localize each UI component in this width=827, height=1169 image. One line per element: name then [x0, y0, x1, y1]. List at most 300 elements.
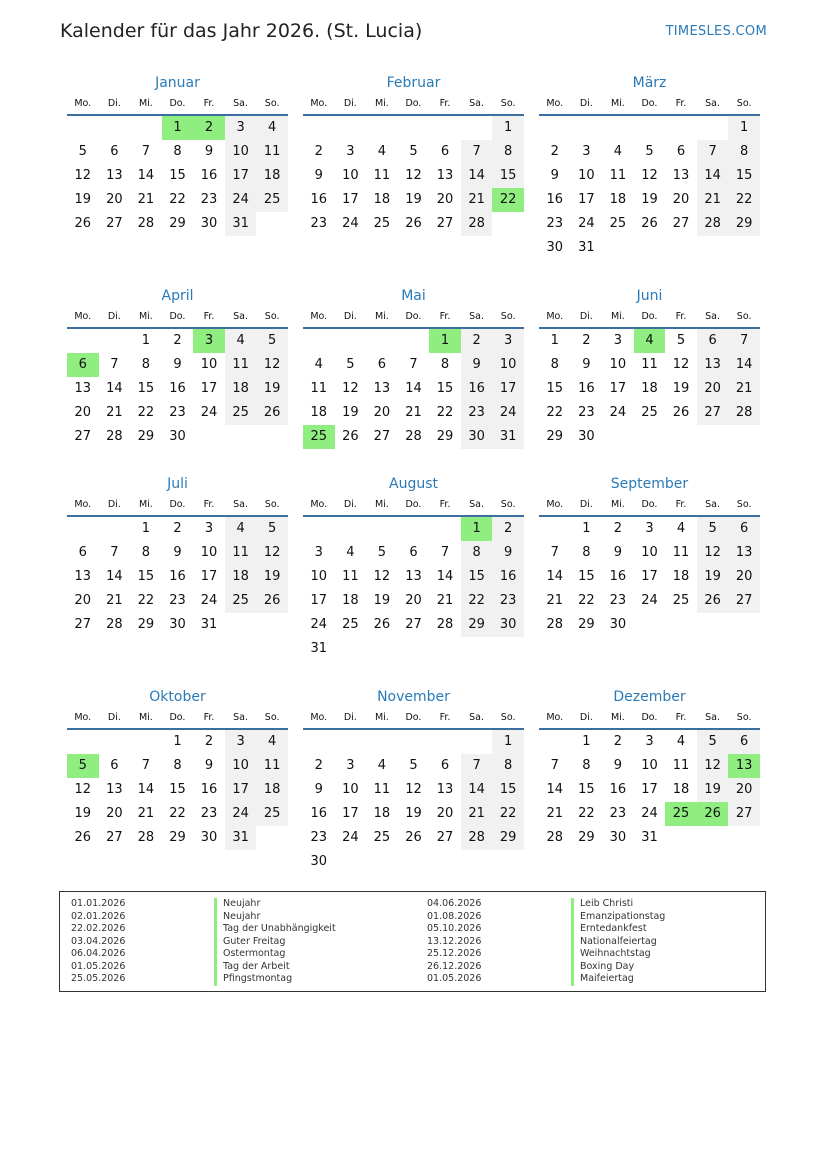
day-cell: 1: [173, 734, 182, 749]
month-7: [303, 472, 524, 661]
weekday-label: Mo.: [310, 311, 328, 322]
month-2: [539, 71, 760, 260]
weekday-label: So.: [500, 311, 516, 322]
day-cell: 15: [492, 164, 524, 188]
weekday-label: So.: [264, 311, 280, 322]
weekday-label: So.: [736, 712, 752, 723]
day-cell: 1: [582, 734, 591, 749]
day-cell: 30: [200, 830, 218, 845]
weekday-label: Sa.: [705, 499, 721, 510]
day-cell: 29: [436, 429, 454, 444]
day-cell: 29: [578, 830, 595, 845]
empty-cell: [99, 116, 131, 140]
day-cell: 24: [641, 806, 658, 821]
month-name: Juli: [167, 476, 188, 492]
day-cell: 16: [609, 782, 627, 797]
day-cell: 10: [225, 754, 257, 778]
day-cell: 7: [141, 758, 151, 773]
day-cell: 29: [137, 617, 155, 632]
weekday-label: Mi.: [138, 499, 153, 510]
day-cell: 23: [200, 192, 218, 207]
day-cell: 31: [225, 212, 257, 236]
day-cell: 17: [578, 192, 595, 207]
day-cell: 28: [697, 212, 729, 236]
day-grid: [303, 116, 524, 236]
day-cell: 24: [225, 802, 257, 826]
weekday-label: Di.: [579, 311, 593, 322]
day-cell: 3: [492, 329, 524, 353]
day-cell: 2: [173, 333, 182, 348]
day-cell: 7: [550, 545, 559, 560]
weekday-label: Do.: [169, 98, 186, 109]
day-cell: 11: [342, 569, 359, 584]
day-cell: 20: [728, 565, 760, 589]
legend-dates-left: [71, 898, 125, 986]
day-cell: 8: [582, 545, 591, 560]
weekday-label: Mo.: [546, 98, 564, 109]
holiday-day-cell: 5: [67, 754, 99, 778]
day-cell: 30: [169, 429, 186, 444]
day-cell: 11: [310, 381, 328, 396]
day-cell: 20: [728, 778, 760, 802]
legend-names-right: [571, 898, 665, 986]
weekday-label: Mi.: [138, 311, 153, 322]
weekday-label: Di.: [343, 712, 357, 723]
weekday-label: Di.: [579, 499, 593, 510]
empty-cell: [67, 116, 99, 140]
legend-holiday-name: Emanzipationstag: [571, 911, 665, 924]
day-cell: 28: [137, 830, 155, 845]
empty-cell: [634, 116, 666, 140]
day-cell: 14: [697, 164, 729, 188]
legend-names-left: [214, 898, 336, 986]
legend-date: 22.02.2026: [71, 923, 126, 934]
day-cell: 2: [204, 734, 214, 749]
day-cell: 27: [74, 429, 92, 444]
day-cell: 4: [314, 357, 323, 372]
day-cell: 12: [697, 541, 729, 565]
day-cell: 18: [373, 806, 391, 821]
day-cell: 27: [436, 216, 454, 231]
weekday-label: Mi.: [610, 499, 625, 510]
day-cell: 31: [225, 826, 257, 850]
day-cell: 8: [582, 758, 591, 773]
legend-date: 04.06.2026: [427, 898, 482, 909]
day-cell: 13: [373, 381, 391, 396]
day-cell: 25: [225, 401, 257, 425]
day-cell: 2: [582, 333, 591, 348]
day-cell: 4: [256, 730, 288, 754]
day-cell: 9: [492, 541, 524, 565]
day-cell: 30: [492, 613, 524, 637]
day-cell: 11: [609, 168, 627, 183]
day-cell: 3: [346, 758, 355, 773]
day-cell: 29: [461, 613, 493, 637]
empty-cell: [571, 116, 603, 140]
weekday-label: Fr.: [203, 311, 215, 322]
day-cell: 22: [546, 405, 564, 420]
day-cell: 18: [672, 569, 690, 584]
day-cell: 24: [200, 405, 218, 420]
day-cell: 30: [169, 617, 186, 632]
day-cell: 8: [141, 357, 151, 372]
day-cell: 22: [578, 806, 595, 821]
weekday-label: Fr.: [675, 311, 687, 322]
day-cell: 28: [106, 617, 123, 632]
day-grid: [539, 329, 760, 449]
empty-cell: [335, 329, 367, 353]
day-cell: 17: [342, 192, 359, 207]
weekday-label: Mi.: [374, 499, 389, 510]
day-cell: 20: [697, 377, 729, 401]
day-cell: 1: [550, 333, 559, 348]
day-grid: [539, 730, 760, 850]
day-cell: 26: [697, 589, 729, 613]
day-cell: 14: [405, 381, 422, 396]
legend-date: 25.05.2026: [71, 973, 126, 984]
brand-link[interactable]: TIMESLES.COM: [665, 24, 767, 39]
weekday-label: Do.: [405, 712, 422, 723]
month-6: [67, 472, 288, 637]
day-cell: 8: [550, 357, 559, 372]
empty-cell: [130, 116, 162, 140]
day-grid: [303, 730, 524, 874]
day-cell: 16: [310, 192, 328, 207]
day-cell: 3: [225, 730, 257, 754]
day-cell: 13: [697, 353, 729, 377]
day-cell: 27: [728, 802, 760, 826]
day-cell: 12: [342, 381, 359, 396]
legend-holiday-name: Neujahr: [214, 898, 336, 911]
day-cell: 23: [310, 830, 328, 845]
day-cell: 9: [550, 168, 559, 183]
day-cell: 18: [342, 593, 359, 608]
empty-cell: [130, 730, 162, 754]
weekday-label: Mo.: [74, 712, 92, 723]
day-cell: 19: [256, 565, 288, 589]
weekday-label: Mo.: [310, 499, 328, 510]
day-cell: 18: [256, 164, 288, 188]
day-cell: 22: [137, 593, 155, 608]
day-cell: 1: [492, 730, 524, 754]
weekday-label: Fr.: [675, 499, 687, 510]
day-cell: 29: [492, 826, 524, 850]
day-cell: 23: [546, 216, 564, 231]
legend-date: 26.12.2026: [427, 960, 482, 972]
empty-cell: [99, 517, 131, 541]
day-cell: 8: [461, 541, 493, 565]
empty-cell: [335, 730, 367, 754]
day-cell: 6: [377, 357, 387, 372]
day-cell: 28: [461, 826, 493, 850]
month-9: [67, 685, 288, 850]
day-cell: 19: [641, 192, 658, 207]
day-cell: 30: [609, 617, 627, 632]
day-cell: 23: [169, 593, 186, 608]
empty-cell: [602, 116, 634, 140]
day-cell: 19: [342, 405, 359, 420]
month-name: Februar: [386, 75, 441, 91]
day-cell: 14: [137, 168, 155, 183]
day-cell: 23: [200, 806, 218, 821]
day-cell: 2: [173, 521, 182, 536]
weekday-label: Sa.: [233, 311, 249, 322]
day-cell: 31: [200, 617, 218, 632]
day-cell: 10: [609, 357, 627, 372]
day-cell: 23: [609, 806, 627, 821]
day-cell: 8: [141, 545, 151, 560]
day-cell: 23: [310, 216, 328, 231]
day-cell: 8: [492, 140, 524, 164]
weekday-header: [67, 95, 288, 116]
weekday-label: Sa.: [233, 98, 249, 109]
holiday-day-cell: 3: [193, 329, 225, 353]
empty-cell: [461, 116, 493, 140]
month-11: [539, 685, 760, 850]
day-cell: 5: [78, 144, 87, 159]
day-grid: [539, 517, 760, 637]
day-cell: 25: [342, 617, 359, 632]
day-cell: 19: [405, 192, 422, 207]
weekday-label: Di.: [343, 311, 357, 322]
weekday-label: Di.: [107, 98, 121, 109]
weekday-label: Mo.: [546, 499, 564, 510]
day-cell: 20: [106, 192, 123, 207]
day-grid: [67, 517, 288, 637]
legend-holiday-name: Ostermontag: [214, 948, 336, 961]
weekday-label: Mi.: [610, 712, 625, 723]
day-cell: 21: [546, 593, 564, 608]
day-cell: 19: [373, 593, 391, 608]
day-cell: 3: [645, 734, 654, 749]
legend-date: 01.08.2026: [427, 910, 482, 922]
month-name: August: [389, 476, 438, 492]
weekday-label: Do.: [405, 499, 422, 510]
day-cell: 30: [310, 854, 328, 869]
day-cell: 16: [310, 806, 328, 821]
day-cell: 3: [346, 144, 355, 159]
day-grid: [303, 517, 524, 661]
day-cell: 2: [461, 329, 493, 353]
day-cell: 4: [377, 144, 387, 159]
day-cell: 13: [74, 569, 92, 584]
day-cell: 14: [106, 569, 123, 584]
day-cell: 27: [106, 216, 123, 231]
weekday-label: So.: [264, 98, 280, 109]
day-cell: 16: [200, 168, 218, 183]
day-cell: 22: [578, 593, 595, 608]
legend-date: 05.10.2026: [427, 923, 482, 934]
day-cell: 17: [225, 164, 257, 188]
day-cell: 19: [256, 377, 288, 401]
day-cell: 13: [74, 381, 92, 396]
weekday-label: Di.: [107, 311, 121, 322]
day-cell: 16: [461, 377, 493, 401]
empty-cell: [665, 116, 697, 140]
weekday-header: [67, 308, 288, 329]
weekday-label: So.: [500, 98, 516, 109]
day-cell: 15: [169, 782, 186, 797]
weekday-label: Fr.: [439, 499, 451, 510]
day-cell: 14: [461, 164, 493, 188]
weekday-label: Do.: [405, 311, 422, 322]
day-cell: 17: [641, 782, 658, 797]
day-cell: 25: [641, 405, 658, 420]
day-cell: 24: [578, 216, 595, 231]
legend-holiday-name: Guter Freitag: [214, 936, 336, 949]
weekday-header: [67, 496, 288, 517]
weekday-label: Mi.: [374, 311, 389, 322]
day-cell: 18: [672, 782, 690, 797]
day-cell: 21: [405, 405, 422, 420]
empty-cell: [429, 517, 461, 541]
day-cell: 15: [461, 565, 493, 589]
day-cell: 14: [728, 353, 760, 377]
month-name: September: [610, 476, 689, 492]
empty-cell: [539, 517, 571, 541]
day-cell: 10: [342, 168, 359, 183]
day-cell: 27: [728, 589, 760, 613]
holiday-day-cell: 6: [67, 353, 99, 377]
day-cell: 20: [436, 192, 454, 207]
day-cell: 12: [74, 782, 92, 797]
day-cell: 6: [728, 730, 760, 754]
day-cell: 10: [200, 357, 218, 372]
weekday-label: Mo.: [310, 98, 328, 109]
day-cell: 4: [225, 329, 257, 353]
legend-date: 01.05.2026: [427, 973, 482, 984]
day-cell: 5: [256, 517, 288, 541]
day-cell: 19: [405, 806, 422, 821]
day-cell: 17: [200, 381, 218, 396]
day-cell: 15: [728, 164, 760, 188]
month-4: [303, 284, 524, 449]
day-cell: 4: [613, 144, 623, 159]
weekday-header: [539, 308, 760, 329]
day-cell: 30: [609, 830, 627, 845]
day-cell: 10: [578, 168, 595, 183]
day-cell: 1: [728, 116, 760, 140]
empty-cell: [303, 329, 335, 353]
day-cell: 6: [728, 517, 760, 541]
day-cell: 20: [106, 806, 123, 821]
day-cell: 12: [672, 357, 690, 372]
weekday-label: Fr.: [203, 712, 215, 723]
day-cell: 14: [137, 782, 155, 797]
day-cell: 27: [373, 429, 391, 444]
day-cell: 14: [546, 569, 564, 584]
day-cell: 14: [106, 381, 123, 396]
month-8: [539, 472, 760, 637]
weekday-label: So.: [500, 712, 516, 723]
empty-cell: [429, 730, 461, 754]
day-cell: 23: [169, 405, 186, 420]
day-cell: 3: [204, 521, 214, 536]
day-cell: 25: [256, 802, 288, 826]
day-cell: 25: [256, 188, 288, 212]
day-cell: 9: [582, 357, 591, 372]
day-cell: 7: [141, 144, 151, 159]
empty-cell: [366, 329, 398, 353]
day-grid: [67, 730, 288, 850]
day-cell: 2: [314, 758, 323, 773]
weekday-label: So.: [736, 311, 752, 322]
day-cell: 27: [672, 216, 690, 231]
day-cell: 31: [578, 240, 595, 255]
empty-cell: [398, 517, 430, 541]
day-cell: 20: [373, 405, 391, 420]
day-cell: 29: [546, 429, 564, 444]
weekday-header: [303, 709, 524, 730]
day-cell: 12: [256, 541, 288, 565]
legend-holiday-name: Boxing Day: [571, 961, 665, 974]
day-cell: 21: [137, 806, 155, 821]
weekday-label: Di.: [107, 712, 121, 723]
legend-holiday-name: Maifeiertag: [571, 973, 665, 986]
holiday-day-cell: 13: [728, 754, 760, 778]
day-cell: 2: [550, 144, 559, 159]
day-cell: 2: [492, 517, 524, 541]
holiday-day-cell: 1: [429, 329, 461, 353]
day-cell: 26: [405, 216, 422, 231]
day-cell: 10: [342, 782, 359, 797]
month-name: April: [161, 288, 194, 304]
empty-cell: [398, 116, 430, 140]
legend-holiday-name: Pfingstmontag: [214, 973, 336, 986]
weekday-label: Sa.: [469, 311, 485, 322]
day-cell: 25: [672, 593, 690, 608]
day-cell: 19: [672, 381, 690, 396]
day-cell: 21: [461, 802, 493, 826]
empty-cell: [366, 517, 398, 541]
empty-cell: [697, 116, 729, 140]
weekday-header: [303, 308, 524, 329]
day-cell: 7: [110, 357, 119, 372]
day-cell: 7: [461, 754, 493, 778]
legend-dates-right: [427, 898, 481, 986]
weekday-header: [67, 709, 288, 730]
empty-cell: [67, 329, 99, 353]
day-cell: 2: [613, 734, 623, 749]
weekday-label: Do.: [641, 499, 658, 510]
day-cell: 21: [461, 188, 493, 212]
holiday-day-cell: 1: [461, 517, 493, 541]
day-cell: 3: [613, 333, 623, 348]
weekday-label: So.: [500, 499, 516, 510]
day-cell: 19: [74, 192, 92, 207]
day-cell: 5: [697, 517, 729, 541]
month-name: Oktober: [149, 689, 206, 705]
day-cell: 16: [609, 569, 627, 584]
legend-date: 06.04.2026: [71, 948, 126, 959]
day-cell: 12: [405, 782, 422, 797]
weekday-label: Mo.: [74, 311, 92, 322]
empty-cell: [67, 730, 99, 754]
day-cell: 5: [409, 758, 418, 773]
legend-holiday-name: Tag der Unabhängigkeit: [214, 923, 336, 936]
day-cell: 18: [225, 377, 257, 401]
day-cell: 11: [256, 140, 288, 164]
weekday-label: Sa.: [705, 311, 721, 322]
day-cell: 12: [74, 168, 92, 183]
day-cell: 10: [200, 545, 218, 560]
day-cell: 13: [436, 782, 454, 797]
day-cell: 13: [405, 569, 422, 584]
weekday-header: [539, 709, 760, 730]
day-cell: 17: [492, 377, 524, 401]
day-cell: 26: [373, 617, 391, 632]
day-cell: 5: [645, 144, 654, 159]
